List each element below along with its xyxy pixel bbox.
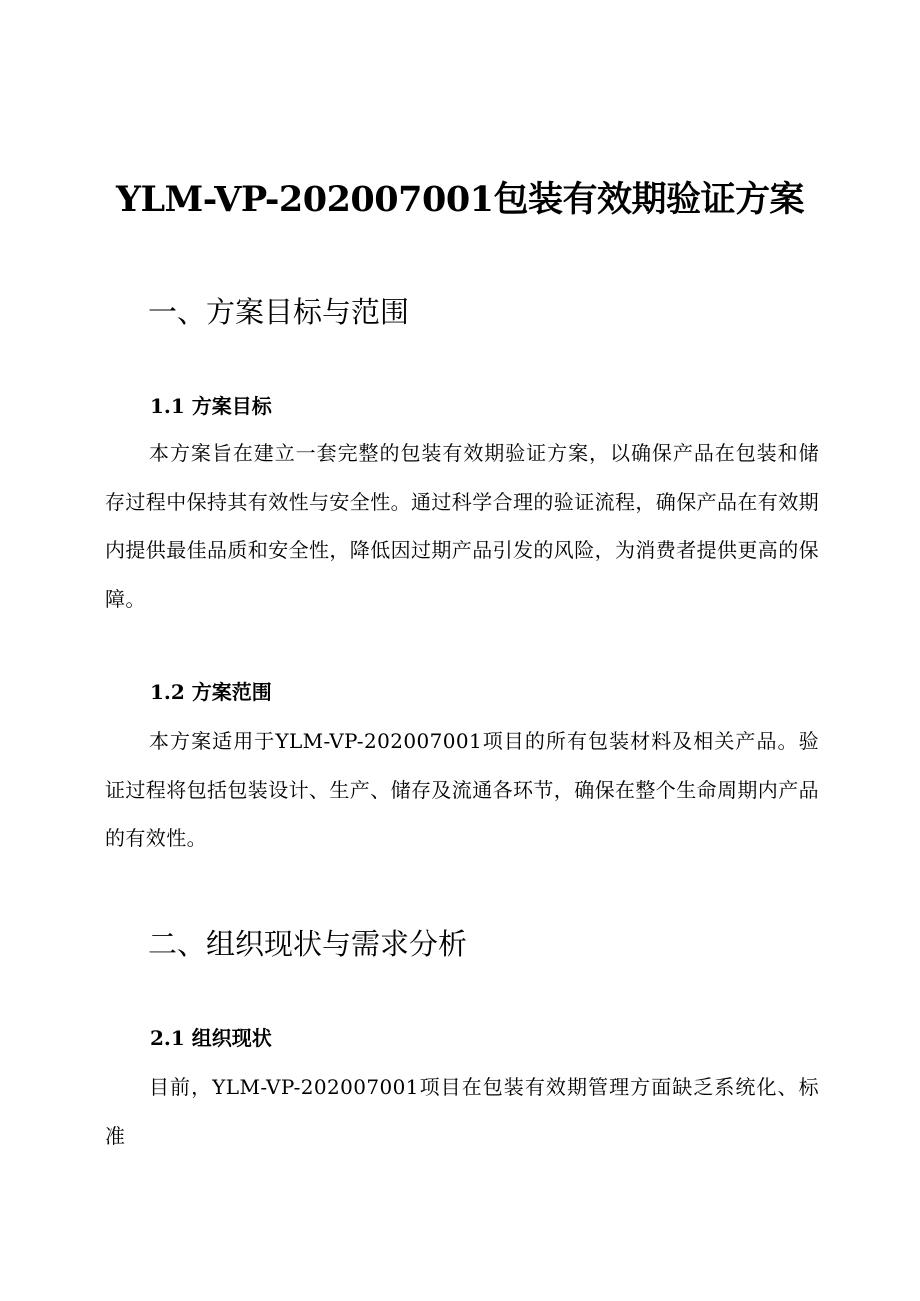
section-heading-1: 一、方案目标与范围: [148, 295, 410, 329]
section-heading-2: 二、组织现状与需求分析: [148, 927, 468, 961]
subsection-heading-1-1: 1.1 方案目标: [150, 394, 272, 418]
subsection-heading-1-2: 1.2 方案范围: [150, 680, 272, 704]
subsection-heading-2-1: 2.1 组织现状: [150, 1026, 272, 1050]
paragraph-2-1: 目前，YLM-VP-202007001项目在包装有效期管理方面缺乏系统化、标准: [105, 1075, 819, 1148]
paragraph-1-2: 本方案适用于YLM-VP-202007001项目的所有包装材料及相关产品。验证过程将包括包装设计、生产、储存及流通各环节，确保在整个生命周期内产品的有效性。: [105, 729, 819, 850]
paragraph-1-1: 本方案旨在建立一套完整的包装有效期验证方案，以确保产品在包装和储存过程中保持其有效性与安全性。通过科学合理的验证流程，确保产品在有效期内提供最佳品质和安全性，降低因过期产品引发的风险，为消费者提供更高的保障。: [105, 441, 819, 611]
document-title: YLM-VP-202007001包装有效期验证方案: [115, 179, 805, 220]
